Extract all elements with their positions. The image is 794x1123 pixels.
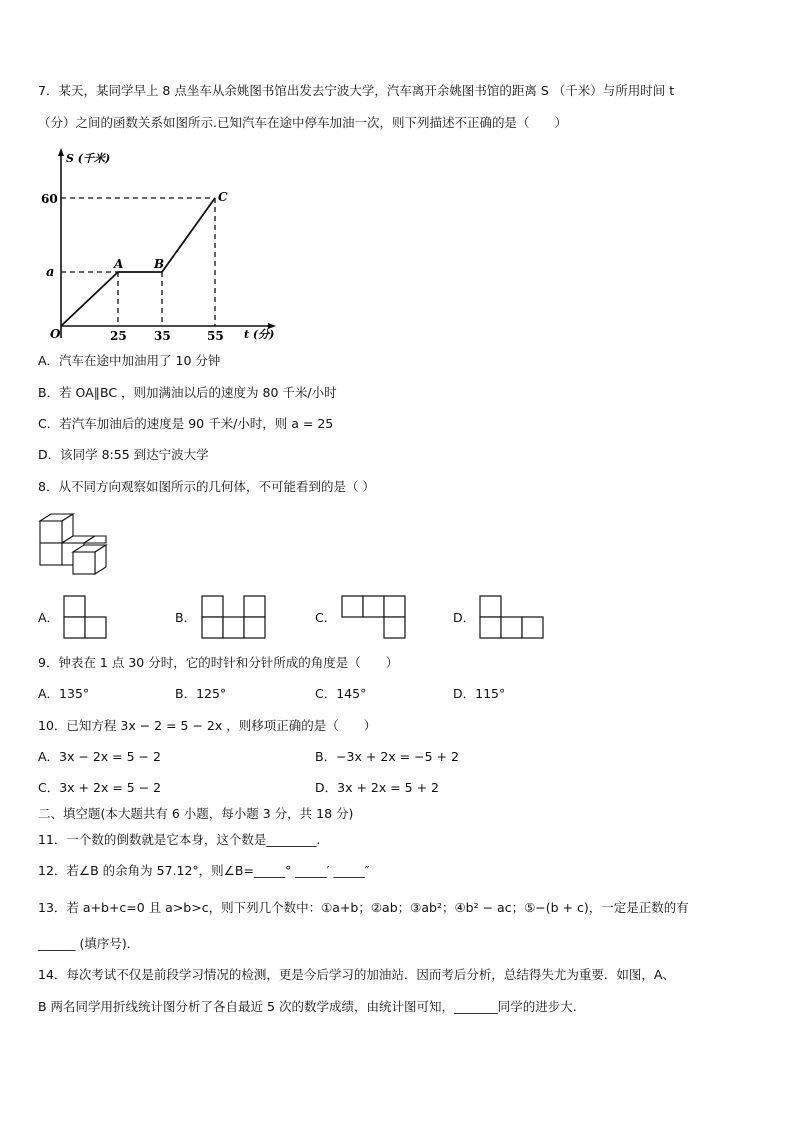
- x-tick-25: 25: [110, 329, 127, 343]
- q10-stem: 10．已知方程 3x − 2 = 5 − 2x ，则移项正确的是（ ）: [38, 718, 377, 733]
- q8-option-b-label: B．: [175, 610, 197, 625]
- q9-option-b: B．125°: [175, 686, 227, 701]
- q10-option-a: A．3x − 2x = 5 − 2: [38, 749, 161, 764]
- x-tick-55: 55: [207, 329, 224, 343]
- section-heading-fill-in: 二、填空题(本大题共有 6 小题，每小题 3 分，共 18 分): [38, 806, 354, 821]
- x-tick-35: 35: [154, 329, 171, 343]
- q8-stem: 8．从不同方向观察如图所示的几何体，不可能看到的是（ ）: [38, 479, 375, 494]
- q7-stem-line1: 7．某天，某同学早上 8 点坐车从余姚图书馆出发去宁波大学，汽车离开余姚图书馆的距离 S （千米）与所用时间 t: [38, 83, 675, 98]
- q13-stem-line2: ______ (填序号)．: [38, 936, 140, 951]
- q10-option-c: C．3x + 2x = 5 − 2: [38, 780, 162, 795]
- y-tick-a: a: [46, 265, 55, 280]
- q7-option-c: C．若汽车加油后的速度是 90 千米/小时，则 a = 25: [38, 416, 334, 431]
- origin-label: O: [50, 327, 61, 341]
- q10-option-b: B．−3x + 2x = −5 + 2: [315, 749, 459, 764]
- q14-stem-line2: B 两名同学用折线统计图分析了各自最近 5 次的数学成绩，由统计图可知，_______同学的进步大.: [38, 999, 577, 1014]
- q9-option-a: A．135°: [38, 686, 90, 701]
- x-axis-label: t (分): [244, 328, 275, 341]
- q11-stem: 11．一个数的倒数就是它本身，这个数是________.: [38, 832, 321, 847]
- q9-option-c: C．145°: [315, 686, 367, 701]
- q8-option-d-label: D．: [453, 610, 476, 625]
- q10-option-d: D．3x + 2x = 5 + 2: [315, 780, 439, 795]
- y-tick-60: 60: [41, 192, 58, 206]
- q7-option-b: B．若 OA∥BC ，则加满油以后的速度为 80 千米/小时: [38, 385, 337, 400]
- q13-stem-line1: 13．若 a+b+c=0 且 a>b>c，则下列几个数中：①a+b；②ab；③ab²；④b² − ac；⑤−(b + c)，一定是正数的有: [38, 900, 689, 915]
- y-axis-label: S (千米): [66, 152, 111, 165]
- point-label-c: C: [218, 190, 228, 204]
- q9-option-d: D．115°: [453, 686, 506, 701]
- q8-option-c-label: C．: [315, 610, 337, 625]
- q14-stem-line1: 14．每次考试不仅是前段学习情况的检测，更是今后学习的加油站．因而考后分析，总结得失尤为重要．如图，A、: [38, 967, 675, 982]
- q7-stem-line2: （分）之间的函数关系如图所示.已知汽车在途中停车加油一次，则下列描述不正确的是（ ）: [38, 115, 567, 130]
- q8-option-a-label: A．: [38, 610, 60, 625]
- q7-option-d: D．该同学 8:55 到达宁波大学: [38, 447, 209, 462]
- point-label-b: B: [154, 257, 165, 271]
- q12-stem: 12．若∠B 的余角为 57.12°，则∠B=_____° _____′ _____″: [38, 863, 370, 878]
- q7-option-a: A．汽车在途中加油用了 10 分钟: [38, 353, 221, 368]
- q9-stem: 9．钟表在 1 点 30 分时，它的时针和分针所成的角度是（ ）: [38, 655, 399, 670]
- point-label-a: A: [114, 257, 124, 271]
